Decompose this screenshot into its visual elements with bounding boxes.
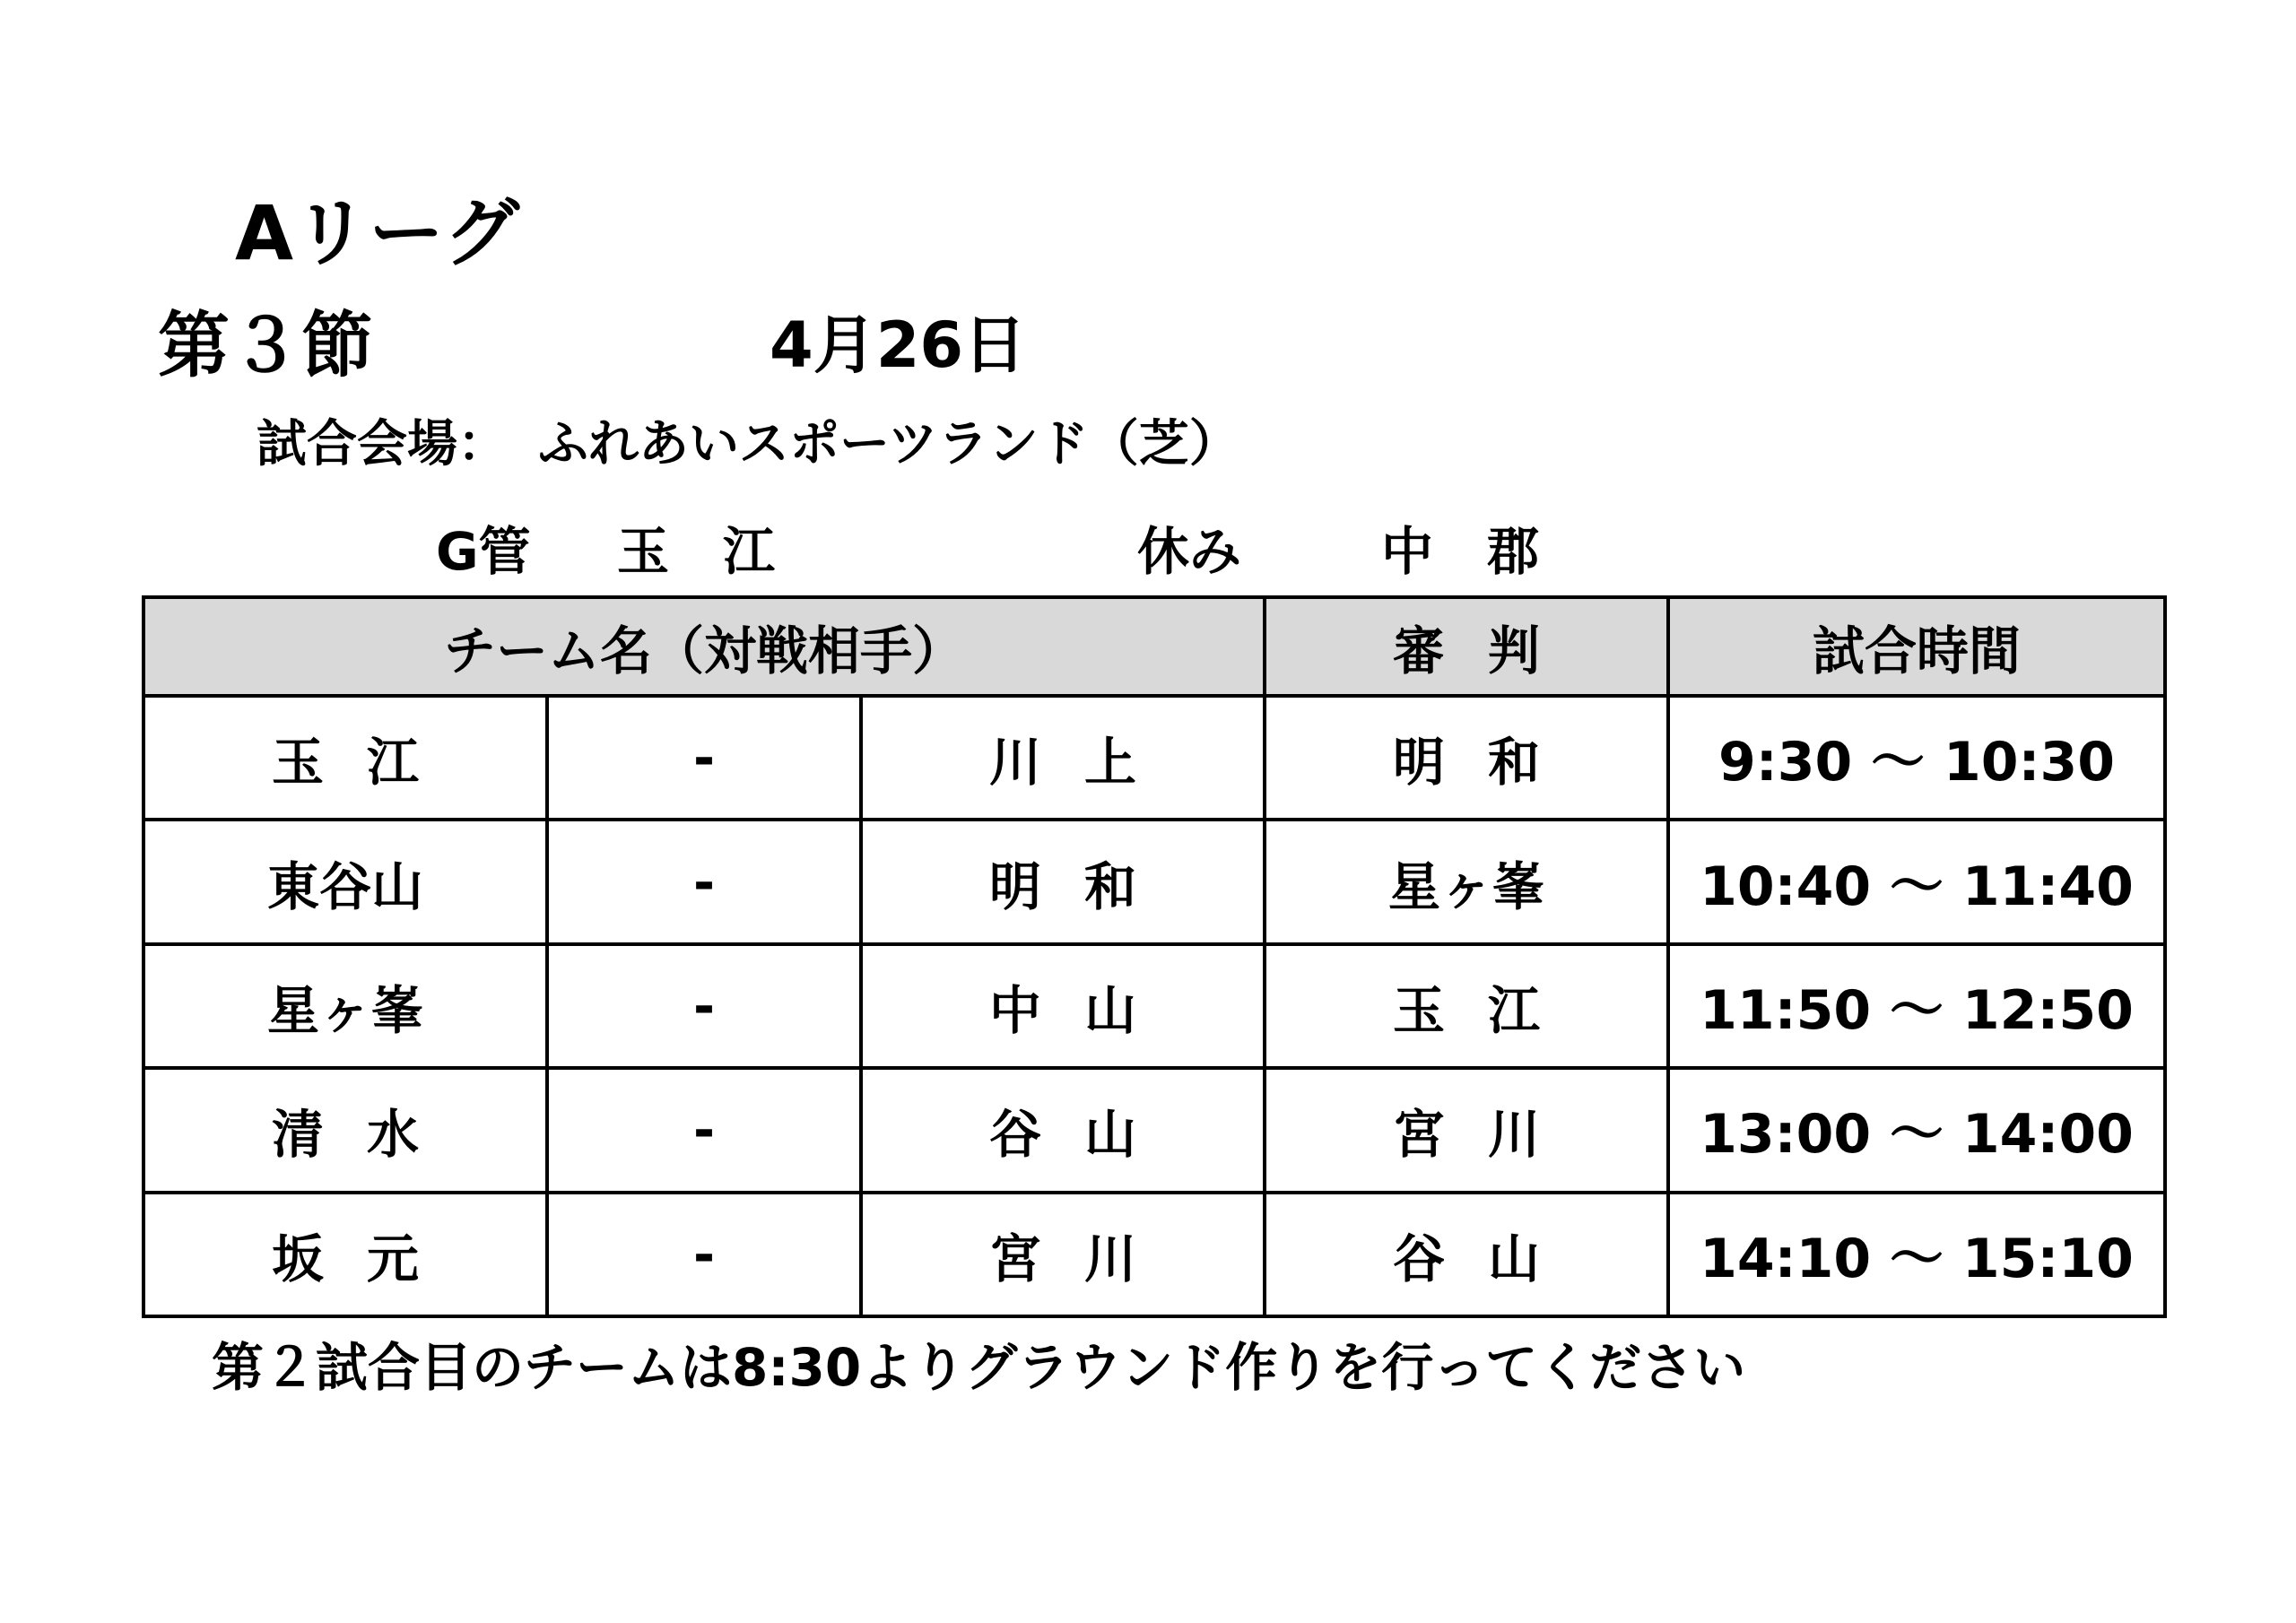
vs-dash: - — [547, 820, 861, 943]
header-referee: 審判 — [1265, 597, 1668, 696]
ground-manager-team: 玉江 — [617, 521, 830, 582]
referee-team: 明和 — [1265, 696, 1668, 820]
round-label: 第３節 — [158, 304, 373, 387]
ground-manager-label: G管 — [436, 521, 531, 582]
home-team: 坂元 — [144, 1193, 547, 1316]
table-header-row — [144, 597, 2165, 696]
away-team: 宮川 — [861, 1193, 1265, 1316]
vs-dash: - — [547, 944, 861, 1068]
match-time: 14:10 ～ 15:10 — [1668, 1193, 2165, 1316]
match-time: 9:30 ～ 10:30 — [1668, 696, 2165, 820]
vs-dash: - — [547, 696, 861, 820]
away-team: 明和 — [861, 820, 1265, 943]
table-row — [144, 944, 2165, 1068]
match-time: 11:50 ～ 12:50 — [1668, 944, 2165, 1068]
table-row — [144, 820, 2165, 943]
vs-dash: - — [547, 1068, 861, 1192]
league-title: Aリーグ — [235, 189, 520, 277]
header-teams: チーム名（対戦相手） — [144, 597, 1265, 696]
venue-line — [257, 415, 1239, 473]
home-team: 清水 — [144, 1068, 547, 1192]
away-team: 川上 — [861, 696, 1265, 820]
referee-team: 玉江 — [1265, 944, 1668, 1068]
home-team: 玉江 — [144, 696, 547, 820]
referee-team: 星ヶ峯 — [1265, 820, 1668, 943]
ground-prep-note: 第２試合目のチームは8:30よりグラウンド作りを行ってください — [212, 1337, 1746, 1398]
table-row — [144, 1193, 2165, 1316]
vs-dash: - — [547, 1193, 861, 1316]
away-team: 谷山 — [861, 1068, 1265, 1192]
header-time: 試合時間 — [1668, 597, 2165, 696]
referee-team: 宮川 — [1265, 1068, 1668, 1192]
match-time: 13:00 ～ 14:00 — [1668, 1068, 2165, 1192]
away-team: 中山 — [861, 944, 1265, 1068]
match-date: 4月26日 — [770, 308, 1027, 382]
rest-label: 休み — [1137, 521, 1242, 582]
home-team: 東谷山 — [144, 820, 547, 943]
schedule-table — [142, 595, 2167, 1318]
home-team: 星ヶ峯 — [144, 944, 547, 1068]
table-row — [144, 696, 2165, 820]
venue-label: 試合会場： — [257, 415, 508, 473]
table-row — [144, 1068, 2165, 1192]
match-time: 10:40 ～ 11:40 — [1668, 820, 2165, 943]
rest-team: 中郡 — [1381, 521, 1594, 582]
referee-team: 谷山 — [1265, 1193, 1668, 1316]
venue-name: ふれあいスポーツランド（芝） — [538, 415, 1239, 473]
